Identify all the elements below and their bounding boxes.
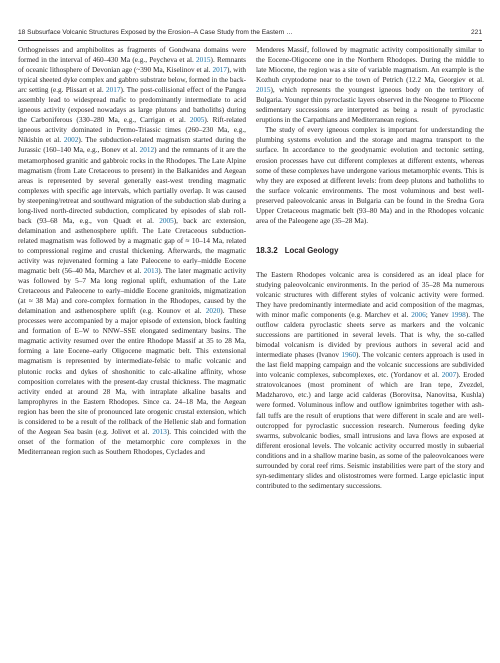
section-title: Local Geology <box>284 245 339 255</box>
citation-link[interactable]: 2015 <box>196 56 211 65</box>
citation-link[interactable]: 2013 <box>152 427 167 436</box>
text-run: ). The later magmatic activity was followed by 5–7 Ma long regional uplift, exhumation of the Late Cretaceous and Paleocene to early–middle Eocene granitoids, migmatization (at ≈ 38 Ma) and core-complex formation in the Rhodopes, caused by the delamination and asthenosphere uplift (e.g. Kounov et al. <box>18 267 247 316</box>
text-run: ). Eroded stratovolcanoes (most prominent of which are Iran tepe, Zvezdel, Madzharovo, etc.) and large acid calderas (Borovitsa, Nanovitsa, Kushla) were formed. Voluminous inflow and outflow ignimbrites together with ash-fall tuffs are the result of eruptions that were different in scale and are well-outcropped for pyroclastic succession research. Numerous feeding dyke swarms, subvolcanic bodies, small intrusions and lava flows are exposed at different erosional levels. The volcanic activity occurred mostly in subaerial conditions and in a shallow marine basin, as some of the paleovolcanoes were surrounded by coral reef rims. Seismic instabilities were part of the story and syn-sedimentary slides and olistostromes were formed. Large epiclastic input contributed to the sedimentary successions. <box>256 371 484 490</box>
paragraph <box>256 45 484 125</box>
text-run: Menderes Massif, followed by magmatic activity compositionally similar to the Eocene-Oligocene one in the Northern Rhodopes. During the middle to late Miocene, the region was a site of variable magmatism. An example is the Kozhuh cryptodome near to the town of Petrich (12.2 Ma, Georgiev et al. <box>256 46 484 85</box>
right-column-body-bottom <box>256 270 484 491</box>
text-run: ), which represents the youngest igneous body on the territory of Bulgaria. Younger thin pyroclastic layers observed in the Neogene to Pliocene sedimentary successions are interpreted as being a result of pyroclastic eruptions in the Carpathians and Mediterranean regions. <box>256 86 484 125</box>
paragraph <box>18 45 246 457</box>
text-run: ; Yanev <box>425 311 452 320</box>
text-run: ), with typical sheeted dyke complex and gabbro substrate below, formed in the back-arc setting (e.g. Plissart et al. <box>18 66 246 95</box>
section-number: 18.3.2 <box>256 245 278 255</box>
citation-link[interactable]: 2012 <box>139 146 155 155</box>
right-column <box>256 45 484 491</box>
citation-link[interactable]: 2007 <box>441 371 457 380</box>
text-run: ) and the remnants of it are the metamorphosed granitic and gabbroic rocks in the Rhodopes. The Late Alpine magmatism (from Late Cretaceous to present) in the Balkanides and Aegean areas is represented by several generally east-west trending magmatic complexes with specific age intervals, which partially overlap. It was caused by steepening/retreat and southward migration of the subduction slab during a long-lived north-directed subduction, complicated by episodes of slab roll-back (93–68 Ma, e.g., von Quadt et al. <box>18 146 246 225</box>
text-run: ). These processes were accompanied by a major episode of extension, block faulting and formation of E–W to NNW–SSE elongated sedimentary basins. The magmatic activity resumed over the entire Rhodope Massif at 35 to 28 Ma, forming a late Eocene–early Oligocene magmatic belt. This extensional magmatism is represented by intermediate-felsic to mafic volcanic and plutonic rocks and dykes of shoshonitic to calc-alkaline affinity, whose composition correlates with the present-day crustal thickness. The magmatic activity ended at around 28 Ma, with intraplate alkaline basalts and lamprophyres in the Eastern Rhodopes. Since ca. 24–18 Ma, the Aegean region has been the site of pronounced late orogenic crustal extension, which is considered to be a result of the rollback of the Hellenic slab and formation of the Aegean Sea basin (e.g. Jolivet et al. <box>18 307 246 436</box>
citation-link[interactable]: 2020 <box>205 307 221 316</box>
citation-link[interactable]: 2017 <box>105 86 121 95</box>
text-run: ), back arc extension, delamination and asthenosphere uplift. The Late Cretaceous subduction-related magmatism was followed by a magmatic gap of ≈ 10–14 Ma, related to compressional regime and crustal thickening. Afterwards, the magmatic activity was rejuvenated forming a late Paleocene to early–middle Eocene magmatic belt (56–40 Ma, Marchev et al. <box>18 216 246 276</box>
paragraph <box>256 125 484 225</box>
text-run: The study of every igneous complex is important for understanding the plumbing systems evolution and the storage and magma transport to the surface. In accordance to the geodynamic evolution and tectonic setting, erosion processes have cut different complexes at different extents, whereas some of these complexes have undergone various metamorphic events. This is why they are exposed at different levels: from deep plutons and batholiths to the surface volcanic environments. The most voluminous and best well-preserved paleovolcanic areas in Bulgaria can be found in the Sredna Gora Upper Cretaceous magmatic belt (93–80 Ma) and in the Rhodopes volcanic area of the Paleogene age (35–28 Ma). <box>256 126 484 225</box>
running-head-title: 18 Subsurface Volcanic Structures Exposed by the Erosion–A Case Study from the Eastern … <box>18 29 293 36</box>
left-column <box>18 45 246 457</box>
text-run: ). The subduction-related magmatism started during the Jurassic (160–140 Ma, e.g., Bonev et al. <box>18 136 246 155</box>
text-run: The Eastern Rhodopes volcanic area is considered as an ideal place for studying paleovolcanic environments. In the period of 35–28 Ma numerous volcanic structures with different styles of volcanic activity were formed. They have predominantly intermediate and acid composition of the magmas, with minor mafic components (e.g. Marchev et al. <box>256 270 484 320</box>
text-run: ). This coincided with the onset of the formation of the metamorphic core complexes in the Mediterranean region such as Southern Rhodopes, Cyclades and <box>18 427 246 456</box>
header-rule <box>18 40 482 41</box>
citation-link[interactable]: 2013 <box>143 267 159 276</box>
text-run: Orthogneisses and amphibolites as fragments of Gondwana domains were formed in the interval of 460–430 Ma (e.g., Peycheva et al. <box>18 46 246 65</box>
text-run: ). The outflow caldera pyroclastic sheets serve as markers and the volcanic successions are partitioned in several levels. That is why, the so-called bimodal volcanism is divided by previous authors in several acid and intermediate phases (Ivanov <box>256 311 484 360</box>
citation-link[interactable]: 2005 <box>189 116 205 125</box>
citation-link[interactable]: 2002 <box>63 136 79 145</box>
running-head <box>18 27 482 39</box>
text-run: ). Rift-related igneous activity dominated in Permo-Triassic times (260–230 Ma, e.g., Nikishin et al. <box>18 116 246 145</box>
text-run: ). Remnants of oceanic lithosphere of Devonian age (~390 Ma, Kiselinov et al. <box>18 56 246 75</box>
citation-link[interactable]: 1998 <box>451 311 466 320</box>
left-column-body <box>18 45 246 457</box>
citation-link[interactable]: 2005 <box>159 216 174 225</box>
citation-link[interactable]: 2017 <box>212 66 227 75</box>
right-column-body-top <box>256 45 484 226</box>
page-number: 221 <box>470 29 482 36</box>
paragraph <box>256 270 484 491</box>
text-run: ). The volcanic centers approach is used in the last field mapping campaign and the volcanic successions are subdivided into volcanic complexes, subcomplexes, etc. (Yordanov et al. <box>256 351 485 380</box>
citation-link[interactable]: 2015 <box>256 86 271 95</box>
section-heading <box>256 246 484 256</box>
citation-link[interactable]: 1960 <box>341 351 356 360</box>
citation-link[interactable]: 2006 <box>411 311 426 320</box>
text-run: ). The post-collisional effect of the Pangea assembly lead to widespread mafic to predominantly intermediate to acid igneous activity (exposed nowadays as large plutons and batholiths) during the Carboniferous (330–280 Ma, e.g., Carrigan et al. <box>18 86 246 125</box>
